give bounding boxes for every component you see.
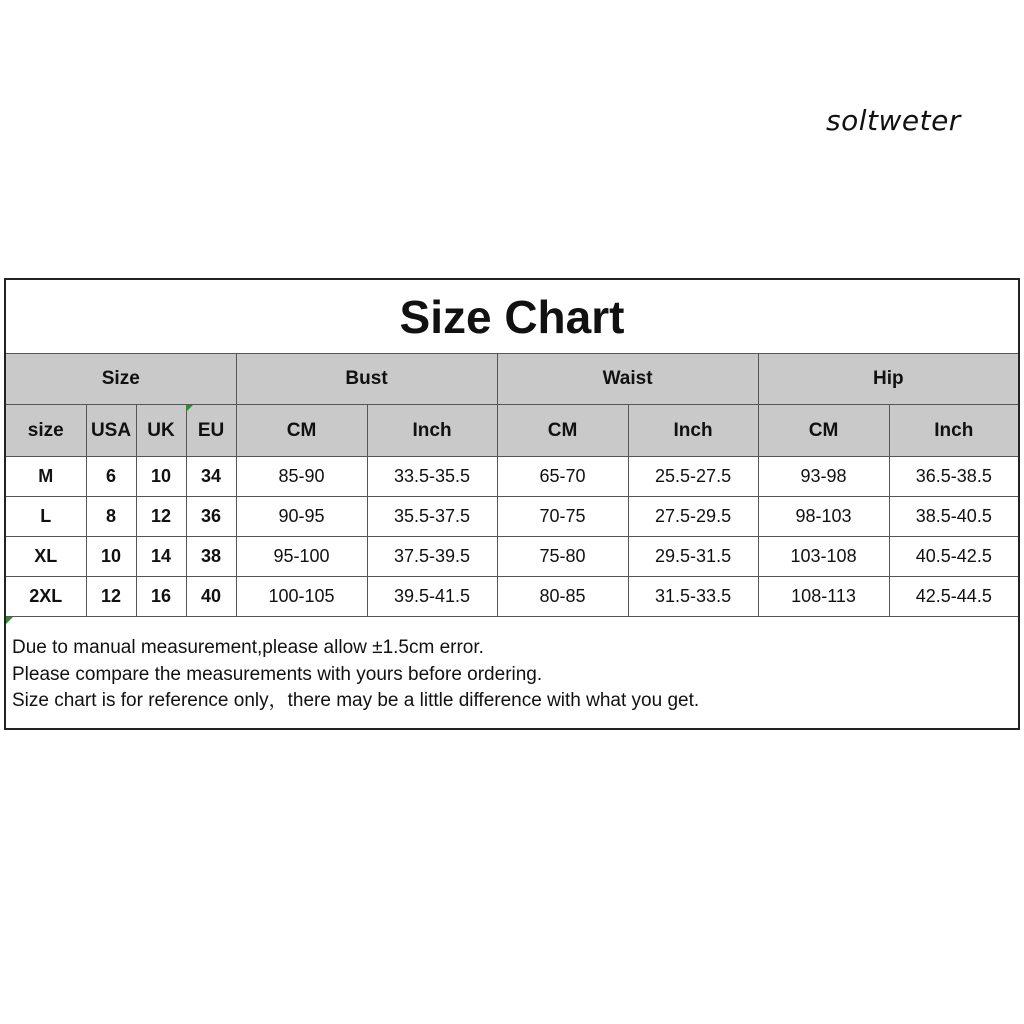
hip-inch-cell: 38.5-40.5 bbox=[889, 497, 1018, 537]
bust-cm-cell: 90-95 bbox=[236, 497, 367, 537]
brand-logo-text: soltweter bbox=[826, 104, 961, 137]
size-chart bbox=[4, 278, 1020, 730]
hip-inch-col-header: Inch bbox=[889, 405, 1018, 457]
uk-cell: 10 bbox=[136, 457, 186, 497]
bust-inch-cell: 39.5-41.5 bbox=[367, 577, 497, 617]
waist-group-header: Waist bbox=[497, 354, 758, 405]
hip-inch-cell: 36.5-38.5 bbox=[889, 457, 1018, 497]
usa-cell: 8 bbox=[86, 497, 136, 537]
measurement-notes bbox=[12, 635, 1012, 715]
size-cell: XL bbox=[6, 537, 86, 577]
bust-cm-cell: 100-105 bbox=[236, 577, 367, 617]
bust-cm-cell: 95-100 bbox=[236, 537, 367, 577]
bust-inch-cell: 37.5-39.5 bbox=[367, 537, 497, 577]
bust-cm-cell: 85-90 bbox=[236, 457, 367, 497]
usa-cell: 10 bbox=[86, 537, 136, 577]
eu-cell: 40 bbox=[186, 577, 236, 617]
waist-cm-cell: 70-75 bbox=[497, 497, 628, 537]
size-col-header: size bbox=[6, 405, 86, 457]
waist-inch-cell: 29.5-31.5 bbox=[628, 537, 758, 577]
bust-group-header: Bust bbox=[236, 354, 497, 405]
bust-inch-cell: 35.5-37.5 bbox=[367, 497, 497, 537]
bust-inch-col-header: Inch bbox=[367, 405, 497, 457]
waist-cm-cell: 65-70 bbox=[497, 457, 628, 497]
hip-cm-cell: 98-103 bbox=[758, 497, 889, 537]
eu-cell: 38 bbox=[186, 537, 236, 577]
waist-cm-cell: 75-80 bbox=[497, 537, 628, 577]
uk-cell: 14 bbox=[136, 537, 186, 577]
uk-cell: 12 bbox=[136, 497, 186, 537]
bust-cm-col-header: CM bbox=[236, 405, 367, 457]
hip-cm-cell: 108-113 bbox=[758, 577, 889, 617]
waist-cm-cell: 80-85 bbox=[497, 577, 628, 617]
uk-cell: 16 bbox=[136, 577, 186, 617]
size-cell: L bbox=[6, 497, 86, 537]
waist-inch-cell: 31.5-33.5 bbox=[628, 577, 758, 617]
uk-col-header: UK bbox=[136, 405, 186, 457]
hip-cm-col-header: CM bbox=[758, 405, 889, 457]
waist-inch-cell: 27.5-29.5 bbox=[628, 497, 758, 537]
size-cell: M bbox=[6, 457, 86, 497]
bust-inch-cell: 33.5-35.5 bbox=[367, 457, 497, 497]
note-line: Due to manual measurement,please allow ±1.5cm error. bbox=[12, 637, 484, 658]
sub-header-row bbox=[6, 405, 1018, 457]
waist-inch-col-header: Inch bbox=[628, 405, 758, 457]
hip-cm-cell: 103-108 bbox=[758, 537, 889, 577]
hip-inch-cell: 42.5-44.5 bbox=[889, 577, 1018, 617]
usa-cell: 12 bbox=[86, 577, 136, 617]
eu-cell: 36 bbox=[186, 497, 236, 537]
table-row bbox=[6, 537, 1018, 577]
eu-col-header: EU bbox=[186, 405, 236, 457]
hip-cm-cell: 93-98 bbox=[758, 457, 889, 497]
usa-col-header: USA bbox=[86, 405, 136, 457]
hip-inch-cell: 40.5-42.5 bbox=[889, 537, 1018, 577]
table-row bbox=[6, 497, 1018, 537]
size-table bbox=[6, 354, 1018, 617]
eu-cell: 34 bbox=[186, 457, 236, 497]
cell-marker-icon bbox=[6, 617, 13, 624]
group-header-row bbox=[6, 354, 1018, 405]
usa-cell: 6 bbox=[86, 457, 136, 497]
hip-group-header: Hip bbox=[758, 354, 1018, 405]
cell-marker-icon bbox=[186, 405, 193, 412]
chart-title: Size Chart bbox=[6, 280, 1018, 354]
note-line: Please compare the measurements with yours before ordering. bbox=[12, 663, 543, 685]
size-group-header: Size bbox=[6, 354, 236, 405]
note-line: Size chart is for reference only，there may be a little difference with what you get. bbox=[12, 690, 700, 711]
table-row bbox=[6, 577, 1018, 617]
waist-cm-col-header: CM bbox=[497, 405, 628, 457]
table-row bbox=[6, 457, 1018, 497]
waist-inch-cell: 25.5-27.5 bbox=[628, 457, 758, 497]
size-cell: 2XL bbox=[6, 577, 86, 617]
